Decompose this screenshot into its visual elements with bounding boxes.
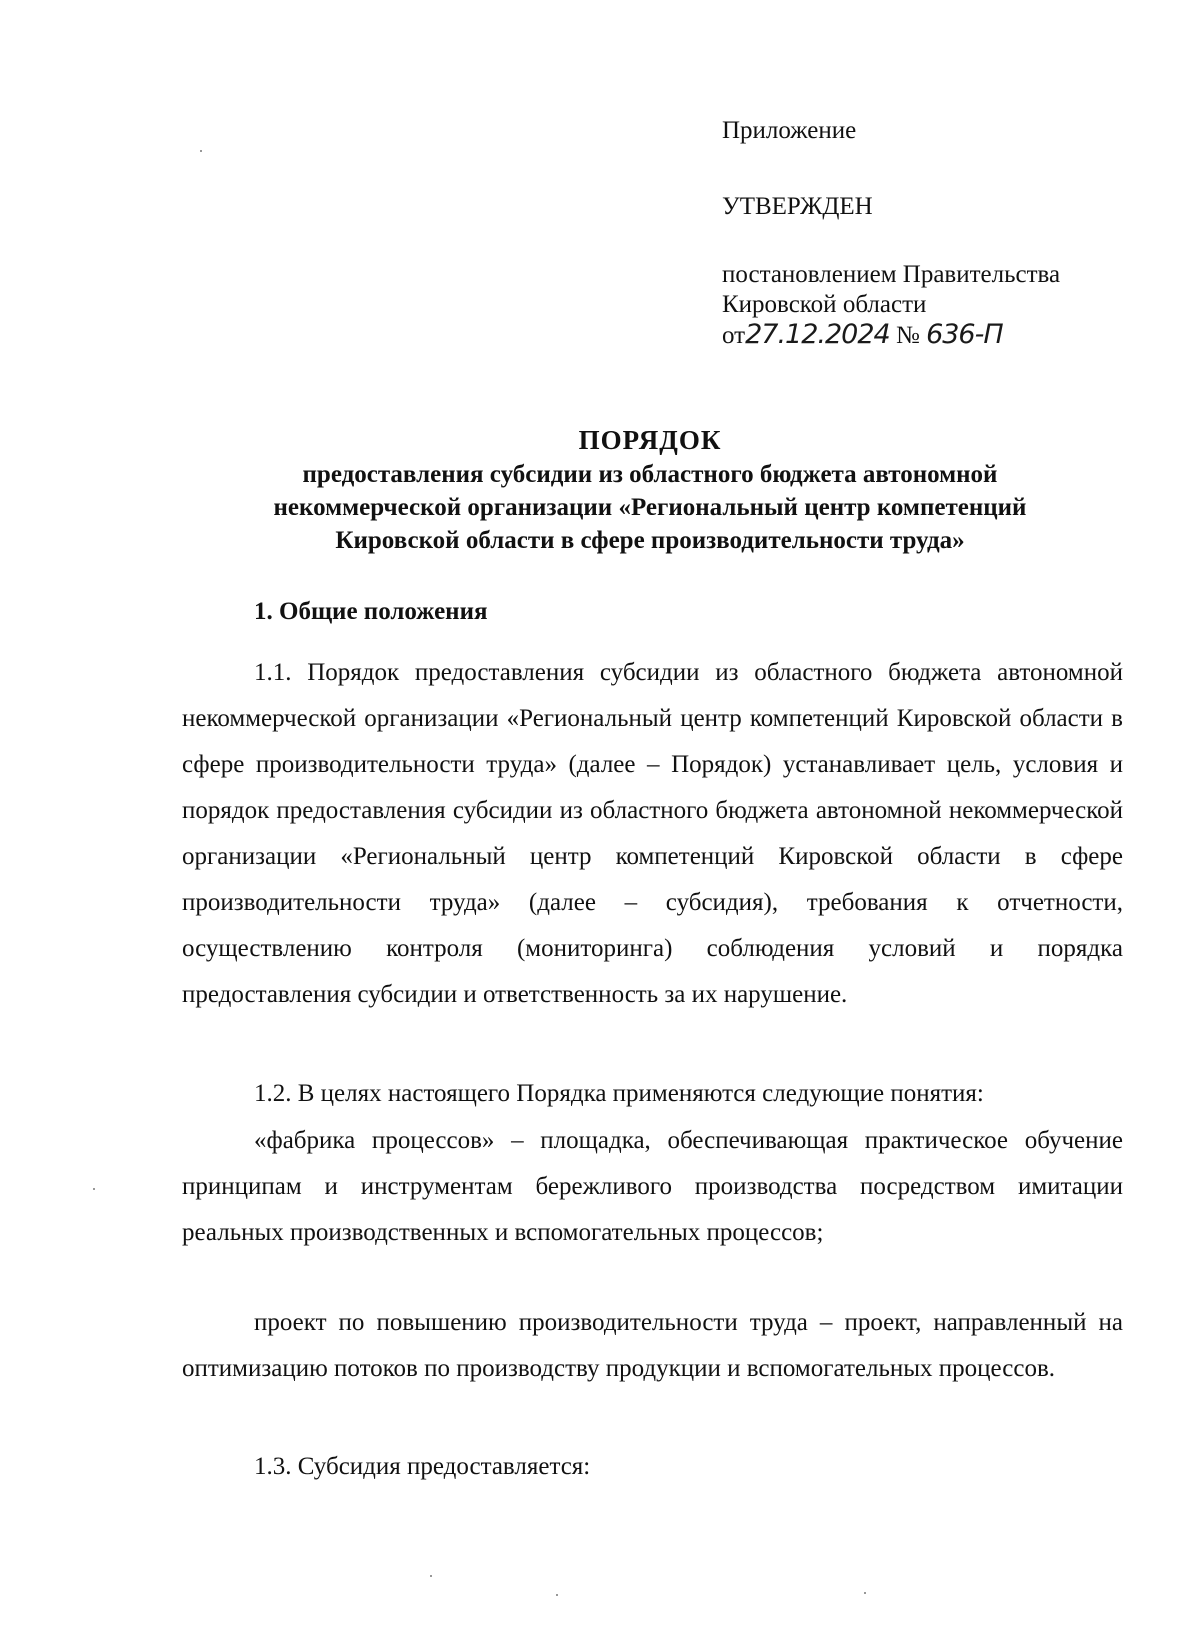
title-line-3: Кировской области в сфере производительности труда» <box>335 527 965 554</box>
number-sign: № <box>895 322 920 349</box>
section-heading: 1. Общие положения <box>254 598 488 625</box>
date-prefix: от <box>722 322 746 349</box>
title-line-2: некоммерческой организации «Региональный центр компетенций <box>273 494 1027 521</box>
resolution-line-1: постановлением Правительства <box>722 261 1061 288</box>
approved-label: УТВЕРЖДЕН <box>722 193 873 220</box>
scan-speck <box>200 150 202 152</box>
definition-factory: «фабрика процессов» – площадка, обеспечивающая практическое обучение принципам и инструментам бережливого производства посредством имитации реальных производственных и вспомогательных процессов; <box>182 1127 1123 1246</box>
handwritten-number: 636-П <box>926 319 1003 350</box>
scan-speck <box>556 1594 558 1596</box>
document-title <box>180 422 1120 557</box>
paragraph-1-1: 1.1. Порядок предоставления субсидии из областного бюджета автономной некоммерческой организации «Региональный центр компетенций Кировской области в сфере производительности труда» (далее – Порядок) устанавливает цель, условия и порядок предоставления субсидии из областного бюджета автономной некоммерческой организации «Региональный центр компетенций Кировской области в сфере производительности труда» (далее – субсидия), требования к отчетности, осуществлению контроля (мониторинга) соблюдения условий и порядка предоставления субсидии и ответственность за их нарушение. <box>182 659 1123 1008</box>
scan-speck <box>93 1188 95 1190</box>
scan-speck <box>864 1592 866 1594</box>
scan-speck <box>430 1575 432 1577</box>
appendix-label: Приложение <box>722 117 857 144</box>
handwritten-date: 27.12.2024 <box>745 319 890 350</box>
resolution-line-2: Кировской области <box>722 291 927 318</box>
date-number-line <box>722 318 1003 353</box>
title-main: ПОРЯДОК <box>578 425 722 455</box>
title-line-1: предоставления субсидии из областного бюджета автономной <box>302 461 998 488</box>
definition-project: проект по повышению производительности труда – проект, направленный на оптимизацию потоков по производству продукции и вспомогательных процессов. <box>182 1309 1123 1382</box>
paragraph-1-2: 1.2. В целях настоящего Порядка применяются следующие понятия: <box>254 1080 984 1107</box>
paragraph-1-3: 1.3. Субсидия предоставляется: <box>254 1453 591 1480</box>
